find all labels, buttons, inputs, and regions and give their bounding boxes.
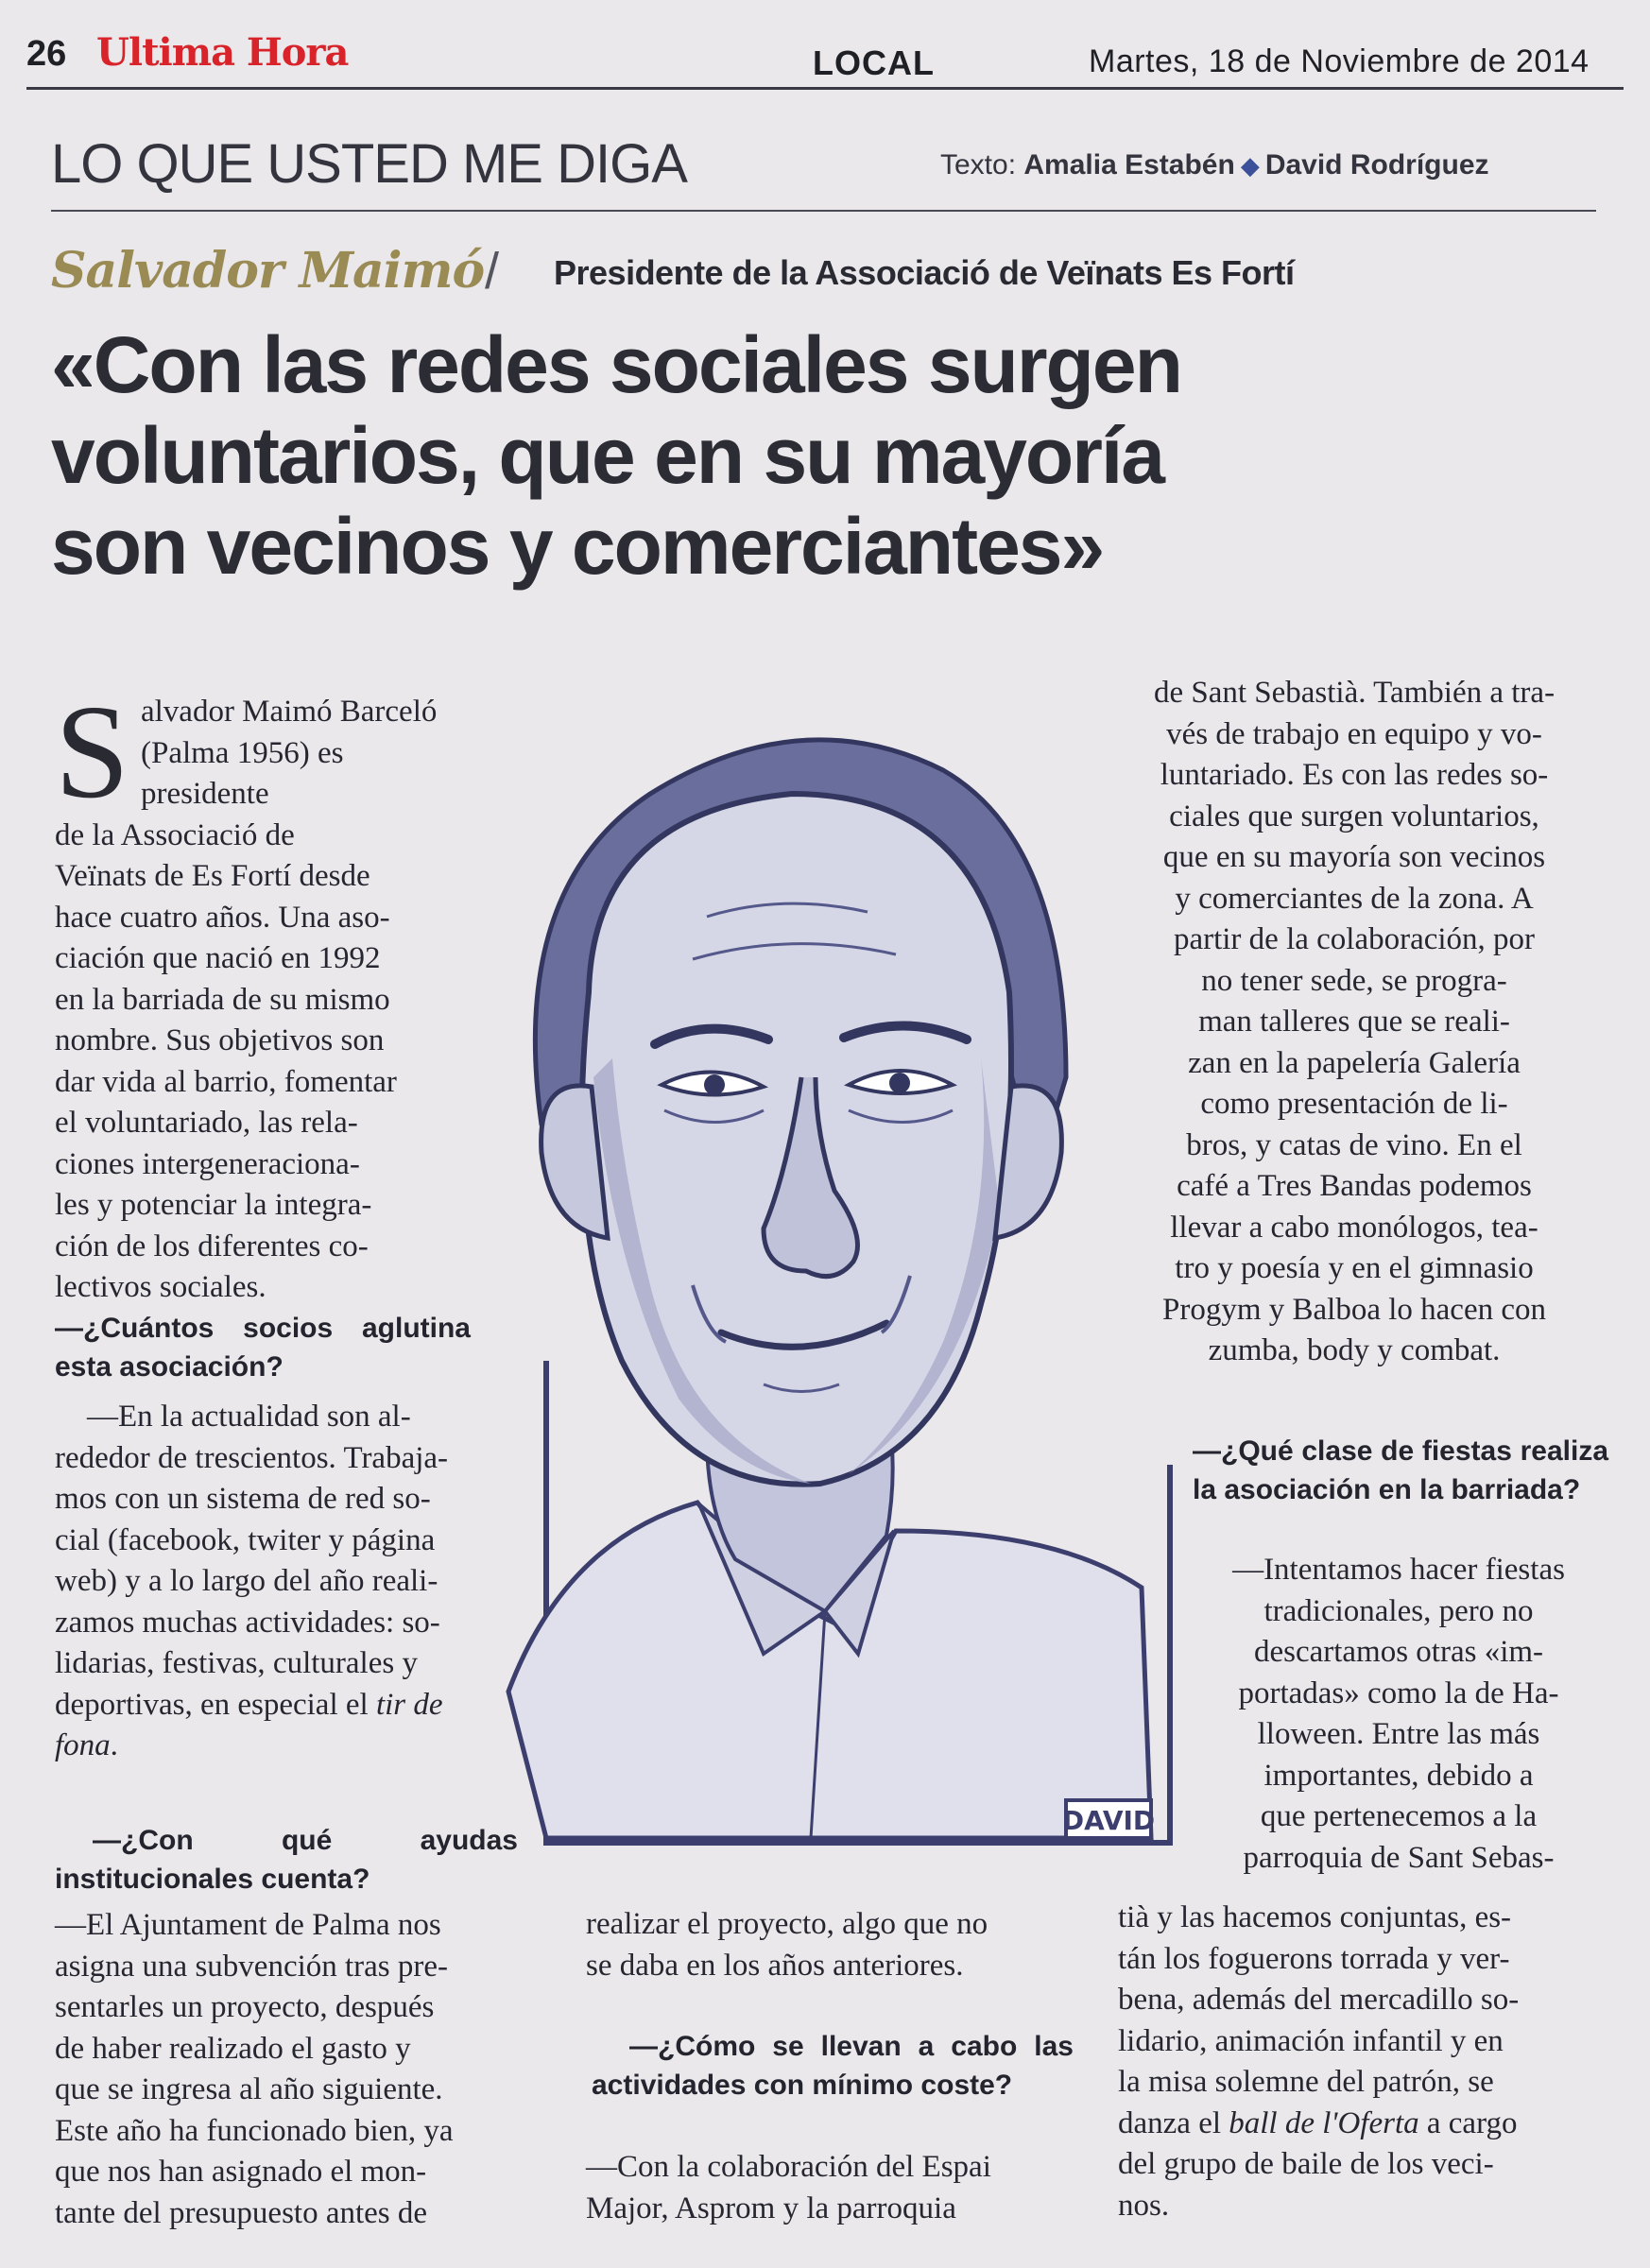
interviewee-name: Salvador Maimó bbox=[51, 242, 485, 300]
text-line: mos con un sistema de red so- bbox=[55, 1482, 431, 1516]
answer-1 bbox=[55, 1397, 527, 1767]
text-line: dar vida al barrio, fomentar bbox=[55, 1064, 397, 1099]
text-line: de la Associació de bbox=[55, 817, 295, 852]
text-line: que en su mayoría son vecinos bbox=[1162, 840, 1546, 874]
text-line: que pertenecemos a la bbox=[1260, 1799, 1538, 1833]
answer-3-continued bbox=[1118, 673, 1590, 1372]
text-line: lloween. Entre las más bbox=[1257, 1717, 1540, 1751]
text-line: tante del presupuesto antes de bbox=[55, 2195, 428, 2230]
headline bbox=[51, 319, 1620, 592]
publication-date: Martes, 18 de Noviembre de 2014 bbox=[1089, 43, 1590, 79]
italic-term: tir de bbox=[375, 1687, 443, 1722]
text-line: zamos muchas actividades: so- bbox=[55, 1605, 440, 1640]
text-line: café a Tres Bandas podemos bbox=[1177, 1169, 1532, 1203]
text-line bbox=[55, 1726, 527, 1767]
text-line: (Palma 1956) es presidente bbox=[140, 735, 344, 811]
text-run: deportivas, en especial el bbox=[55, 1687, 369, 1722]
text-line: ciación que nació en 1992 bbox=[55, 941, 381, 975]
intro-paragraph bbox=[55, 677, 471, 1309]
question-4: —¿Qué clase de fiestas realiza la asociación en la barriada? bbox=[1193, 1435, 1608, 1505]
text-line: —Intentamos hacer fiestas bbox=[1232, 1553, 1565, 1587]
page-number: 26 bbox=[26, 34, 67, 74]
text-line: Major, Asprom y la parroquia bbox=[586, 2191, 956, 2225]
text-line: que se ingresa al año siguiente. bbox=[55, 2072, 443, 2106]
text-line: lidario, animación infantil y en bbox=[1118, 2023, 1504, 2058]
column-name: LO QUE USTED ME DIGA bbox=[51, 133, 687, 195]
text-line: Este año ha funcionado bien, ya bbox=[55, 2113, 454, 2148]
text-line: tán los foguerons torrada y ver- bbox=[1118, 1941, 1510, 1976]
text-line: luntariado. Es con las redes so- bbox=[1160, 758, 1549, 792]
artist-signature: DAVID bbox=[1061, 1805, 1156, 1836]
text-line: y comerciantes de la zona. A bbox=[1175, 881, 1534, 916]
text-line: de Sant Sebastià. También a tra- bbox=[1153, 676, 1555, 710]
question-3: —¿Cómo se llevan a cabo las actividades con mínimo coste? bbox=[592, 2031, 1074, 2101]
text-line: —El Ajuntament de Palma nos bbox=[55, 1908, 441, 1942]
text-line: como presentación de li- bbox=[1200, 1087, 1508, 1121]
text-line: lectivos sociales. bbox=[55, 1270, 266, 1304]
text-run: a cargo bbox=[1426, 2105, 1518, 2140]
text-line: web) y a lo largo del año reali- bbox=[55, 1564, 438, 1598]
text-line: hace cuatro años. Una aso- bbox=[55, 900, 390, 935]
answer-2 bbox=[55, 1905, 546, 2234]
headline-line: «Con las redes sociales surgen bbox=[51, 320, 1181, 409]
text-line: —Con la colaboración del Espai bbox=[586, 2150, 991, 2184]
banner-rule bbox=[51, 210, 1596, 212]
text-line: rededor de trescientos. Trabaja- bbox=[55, 1440, 449, 1475]
text-line: la misa solemne del patrón, se bbox=[1118, 2065, 1494, 2099]
text-line: lidarias, festivas, culturales y bbox=[55, 1646, 418, 1680]
text-line bbox=[1118, 2104, 1609, 2145]
text-line: descartamos otras «im- bbox=[1253, 1635, 1544, 1669]
text-line: del grupo de baile de los veci- bbox=[1118, 2147, 1494, 2181]
text-line: realizar el proyecto, algo que no bbox=[586, 1907, 988, 1941]
byline bbox=[940, 149, 1489, 181]
diamond-separator-icon: ◆ bbox=[1240, 151, 1260, 180]
newspaper-name: Ultima Hora bbox=[96, 30, 349, 75]
question-2: —¿Con qué ayudas institucionales cuenta? bbox=[55, 1825, 518, 1895]
text-line: les y potenciar la integra- bbox=[55, 1188, 372, 1222]
text-line: zan en la papelería Galería bbox=[1188, 1045, 1521, 1080]
text-line: bros, y catas de vino. En el bbox=[1186, 1127, 1522, 1162]
answer-4-end bbox=[1118, 1898, 1609, 2226]
text-line: de haber realizado el gasto y bbox=[55, 2031, 411, 2066]
text-line: vés de trabajo en equipo y vo- bbox=[1166, 716, 1542, 751]
headline-line: voluntarios, que en su mayoría bbox=[51, 411, 1163, 500]
text-run: . bbox=[110, 1728, 118, 1762]
text-line: que nos han asignado el mon- bbox=[55, 2155, 427, 2189]
text-run: danza el bbox=[1118, 2105, 1222, 2140]
text-line: bena, además del mercadillo so- bbox=[1118, 1983, 1520, 2017]
byline-prefix: Texto: bbox=[940, 149, 1017, 180]
headline-line: son vecinos y comerciantes» bbox=[51, 502, 1104, 591]
text-line: zumba, body y combat. bbox=[1208, 1333, 1501, 1367]
header-rule bbox=[26, 87, 1624, 90]
text-line: partir de la colaboración, por bbox=[1173, 922, 1536, 956]
italic-term: ball de l'Oferta bbox=[1229, 2105, 1419, 2140]
text-line: nombre. Sus objetivos son bbox=[55, 1023, 385, 1057]
text-line: tradicionales, pero no bbox=[1263, 1593, 1534, 1628]
text-line: ciones intergeneraciona- bbox=[55, 1146, 360, 1181]
text-line: sentarles un proyecto, después bbox=[55, 1990, 435, 2024]
interviewee-role: Presidente de la Associació de Veïnats Es Fortí bbox=[554, 253, 1295, 292]
section-name: LOCAL bbox=[813, 43, 935, 82]
answer-2-continued bbox=[586, 1904, 1077, 1986]
text-line: Veïnats de Es Fortí desde bbox=[55, 859, 370, 893]
text-line: importantes, debido a bbox=[1263, 1758, 1534, 1793]
italic-term: fona bbox=[55, 1728, 111, 1762]
text-line: —En la actualidad son al- bbox=[87, 1400, 411, 1434]
text-line: asigna una subvención tras pre- bbox=[55, 1949, 449, 1984]
byline-author-2: David Rodríguez bbox=[1264, 149, 1489, 180]
answer-3 bbox=[586, 2147, 1077, 2229]
text-line: portadas» como la de Ha- bbox=[1238, 1675, 1559, 1710]
caricature-illustration bbox=[452, 680, 1179, 1847]
byline-author-1: Amalia Estabén bbox=[1023, 149, 1235, 180]
text-line: ciales que surgen voluntarios, bbox=[1169, 799, 1539, 833]
text-line: parroquia de Sant Sebas- bbox=[1243, 1840, 1555, 1875]
text-line: tià y las hacemos conjuntas, es- bbox=[1118, 1900, 1512, 1934]
text-line: nos. bbox=[1118, 2188, 1170, 2223]
text-line: ción de los diferentes co- bbox=[55, 1228, 369, 1263]
drop-cap: S bbox=[55, 677, 129, 826]
text-line: man talleres que se reali- bbox=[1198, 1005, 1510, 1039]
answer-4 bbox=[1181, 1550, 1616, 1879]
text-line: se daba en los años anteriores. bbox=[586, 1948, 964, 1983]
text-line: cial (facebook, twiter y página bbox=[55, 1522, 436, 1557]
text-line: el voluntariado, las rela- bbox=[55, 1106, 358, 1140]
interviewee-separator: / bbox=[485, 243, 500, 300]
text-line: en la barriada de su mismo bbox=[55, 982, 390, 1017]
text-line: llevar a cabo monólogos, tea- bbox=[1170, 1210, 1538, 1245]
text-line: no tener sede, se progra- bbox=[1201, 963, 1507, 998]
question-1: —¿Cuántos socios aglutina esta asociación? bbox=[55, 1313, 471, 1383]
text-line: tro y poesía y en el gimnasio bbox=[1175, 1251, 1534, 1285]
text-line: Progym y Balboa lo hacen con bbox=[1162, 1292, 1546, 1327]
text-line bbox=[55, 1685, 527, 1727]
text-line: alvador Maimó Barceló bbox=[140, 695, 438, 729]
